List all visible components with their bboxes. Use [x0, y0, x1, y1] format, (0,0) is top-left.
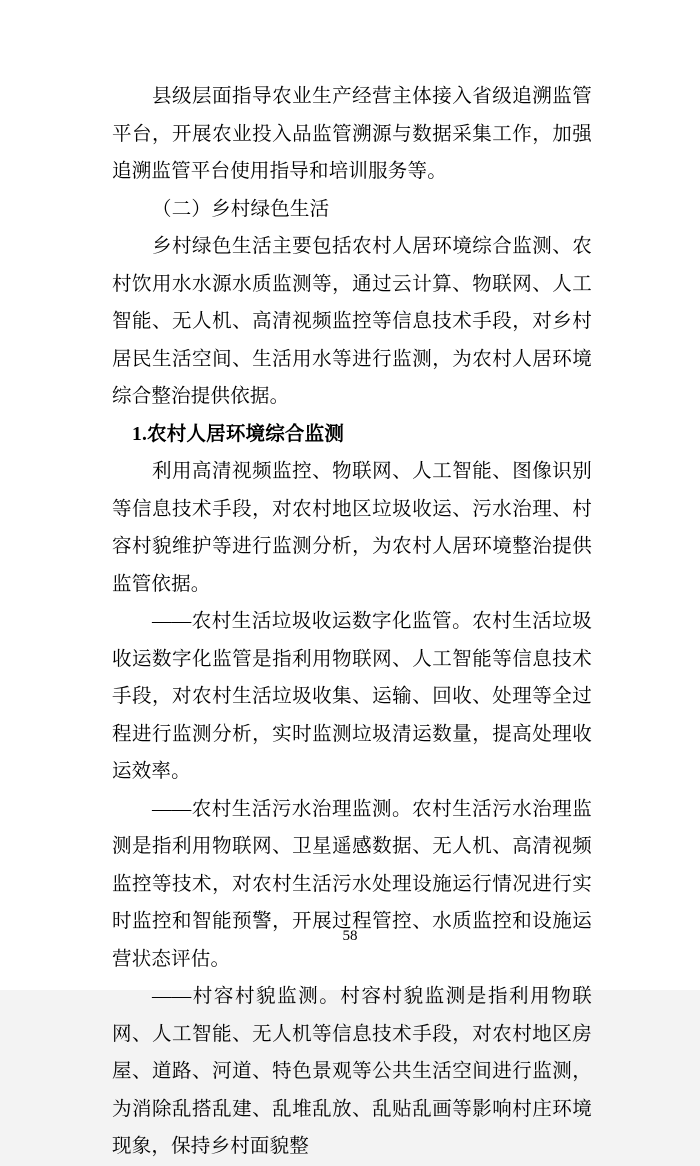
paragraph: 乡村绿色生活主要包括农村人居环境综合监测、农村饮用水水源水质监测等，通过云计算、物联网、人工智能、无人机、高清视频监控等信息技术手段，对乡村居民生活空间、生活用水等进行监测，为农村人居环境综合整治提供依据。	[112, 236, 592, 407]
subsection-heading: 1.农村人居环境综合监测	[132, 423, 345, 445]
paragraph: ——农村生活污水治理监测。农村生活污水治理监测是指利用物联网、卫星遥感数据、无人机、高清视频监控等技术，对农村生活污水处理设施运行情况进行实时监控和智能预警，开展过程管控、水质监控和设施运营状态评估。	[112, 798, 592, 970]
paragraph: 利用高清视频监控、物联网、人工智能、图像识别等信息技术手段，对农村地区垃圾收运、污水治理、村容村貌维护等进行监测分析，为农村人居环境整治提供监管依据。	[112, 461, 592, 595]
document-body	[112, 78, 592, 1166]
paragraph: ——农村生活垃圾收运数字化监管。农村生活垃圾收运数字化监管是指利用物联网、人工智能等信息技术手段，对农村生活垃圾收集、运输、回收、处理等全过程进行监测分析，实时监测垃圾清运数量，提高处理收运效率。	[112, 611, 592, 782]
page-number: 58	[342, 928, 358, 944]
paragraph: ——村容村貌监测。村容村貌监测是指利用物联网、人工智能、无人机等信息技术手段，对农村地区房屋、道路、河道、特色景观等公共生活空间进行监测，为消除乱搭乱建、乱堆乱放、乱贴乱画等影响村庄环境现象，保持乡村面貌整	[112, 986, 592, 1157]
paragraph: 县级层面指导农业生产经营主体接入省级追溯监管平台，开展农业投入品监管溯源与数据采集工作，加强追溯监管平台使用指导和培训服务等。	[112, 86, 592, 182]
section-heading: （二）乡村绿色生活	[152, 198, 330, 220]
